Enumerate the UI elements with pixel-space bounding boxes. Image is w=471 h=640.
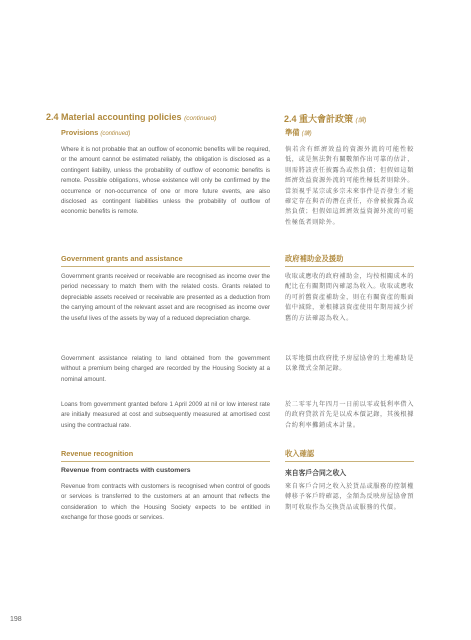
revenue-divider-en <box>61 461 270 462</box>
page-number: 198 <box>10 616 22 623</box>
revenue-subheading-en: Revenue from contracts with customers <box>61 467 191 474</box>
revenue-paragraph-zh: 來自客戶合同之收入於貨品或服務的控制權轉移予客戶時確認，金額為反映房屋協會預期可收取作為交換貨品或服務的代價。 <box>285 483 414 511</box>
grants-divider-en <box>61 266 270 267</box>
provisions-paragraph-en: Where it is not probable that an outflow of economic benefits will be required, or the amount cannot be estimated reliably, the obligation is disclosed as a contingent liability, unless the probability of outflow of economic benefits is remote. Possible obligations, whose existence will only be confirmed by the occurrence or non-occurrence of one or more future events, are also disclosed as contingent liabilities unless the probability of outflow of economic benefits is remote. <box>61 146 270 216</box>
grants-paragraph-1-zh: 收取或應收的政府補助金，均按相關成本的配比在有關期間內確認為收入。收取或應收的可折舊資產補助金，則在有關資產的賬面值中減除，並根據該資產使用年期用減少折舊的方法確認為收入。 <box>285 273 414 322</box>
provisions-title-zh: 準備 <box>285 128 300 137</box>
revenue-heading-en: Revenue recognition <box>61 449 134 458</box>
grants-paragraph-1-en: Government grants received or receivable are recognised as income over the period necessary to match them with the related costs. Grants related to depreciable assets received or receivable are presented as a deduction from the carrying amount of the relevant asset and are recognised as income over the useful lives of the assets by way of a reduced depreciation charge. <box>61 273 270 322</box>
provisions-heading-zh <box>285 128 312 138</box>
provisions-title-en: Provisions <box>61 128 99 137</box>
provisions-cont-zh: (續) <box>301 131 312 137</box>
provisions-paragraph-zh: 倘若含有經濟效益的資源外流的可能性較低，或是無法對有關數額作出可靠的估計，則需將該責任披露為或然負債；但假如這類經濟效益資源外流的可能性極低者則除外。當須視乎某宗或多宗未來事件是否發生才能確定存在與否的潛在責任，亦會被披露為或然負債；但假如這經濟效益資源外流的可能性極低者則除外。 <box>285 146 414 226</box>
grants-divider-zh <box>285 266 414 267</box>
section-title-en-cont: (continued) <box>184 115 217 122</box>
grants-paragraph-2-en: Government assistance relating to land obtained from the government without a premium being charged are recorded by the Housing Society at a nominal amount. <box>61 355 270 383</box>
section-title-zh-text: 2.4 重大會計政策 <box>284 114 354 124</box>
revenue-paragraph-en: Revenue from contracts with customers is recognised when control of goods or services is transferred to the customers at an amount that reflects the consideration to which the Housing Society expects to be entitled in exchange for those goods or services. <box>61 483 270 522</box>
revenue-heading-zh: 收入確認 <box>285 449 315 458</box>
grants-heading-zh: 政府補助金及援助 <box>285 254 344 263</box>
grants-paragraph-3-zh: 於二零零九年四月一日前以零或低利率借入的政府貸款首先是以成本價記錄，其後根據合約利率攤銷成本計量。 <box>285 401 414 429</box>
revenue-subheading-zh: 來自客戶合同之收入 <box>285 470 347 477</box>
grants-paragraph-3-en: Loans from government granted before 1 April 2009 at nil or low interest rate are initially measured at cost and subsequently measured at amortised cost using the contractual rate. <box>61 401 270 429</box>
provisions-heading-en <box>61 128 130 137</box>
section-title-zh-cont: (續) <box>355 117 367 124</box>
grants-heading-en: Government grants and assistance <box>61 254 183 263</box>
provisions-cont-en: (continued) <box>100 131 131 137</box>
section-title-en-text: 2.4 Material accounting policies <box>46 112 182 122</box>
grants-paragraph-2-zh: 以零地價由政府批予房屋協會的土地補助是以象徵式金額記錄。 <box>285 355 414 373</box>
section-title-en <box>46 112 217 122</box>
revenue-divider-zh <box>285 461 414 462</box>
section-title-zh <box>284 112 366 125</box>
